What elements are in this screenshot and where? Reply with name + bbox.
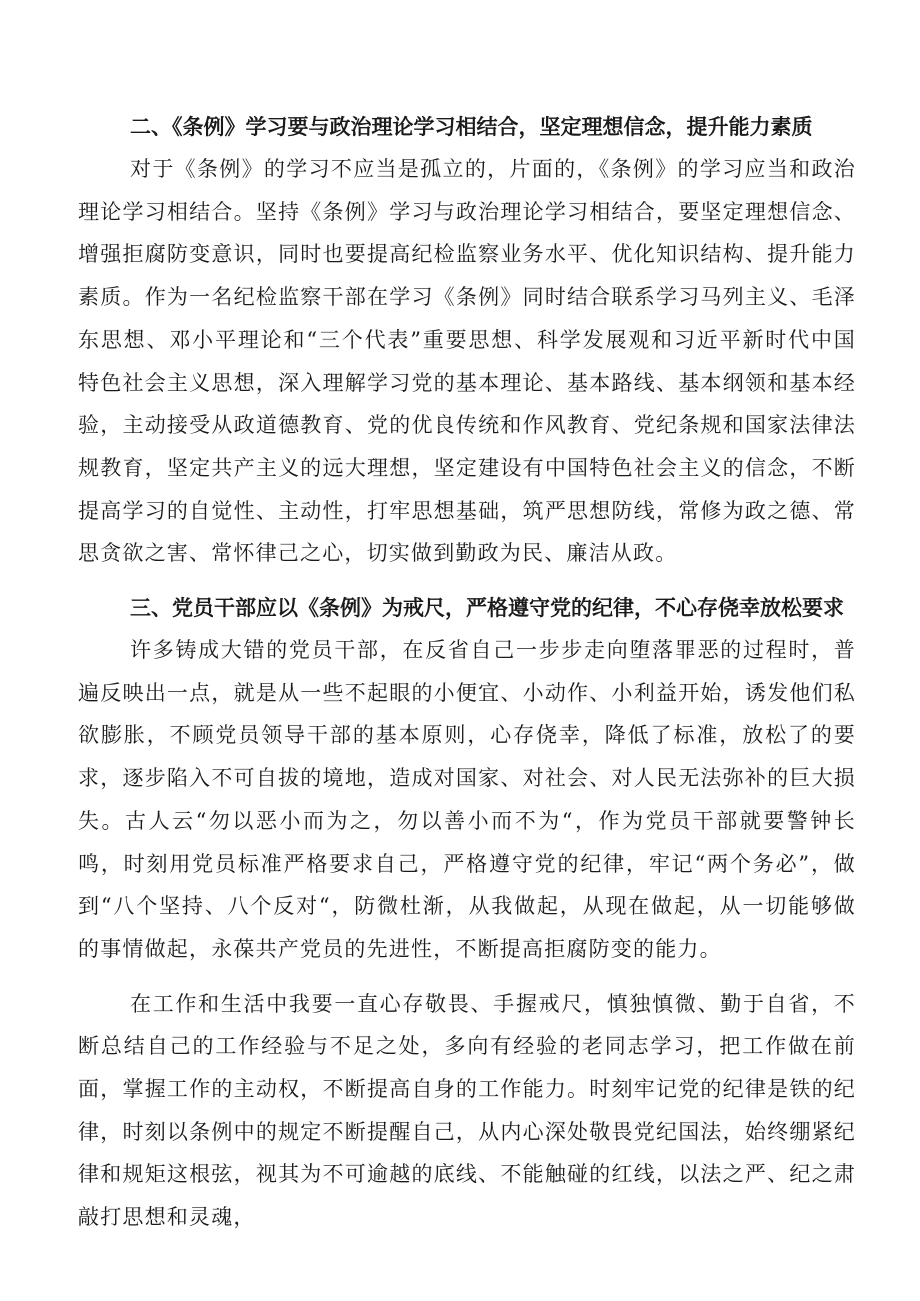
paragraph-gap [78,971,856,983]
section-3-paragraph-2: 在工作和生活中我要一直心存敬畏、手握戒尺，慎独慎微、勤于自省，不断总结自己的工作经验与不足之处，多向有经验的老同志学习，把工作做在前面，掌握工作的主动权，不断提高自身的工作能力。时刻牢记党的纪律是铁的纪律，时刻以条例中的规定不断提醒自己，从内心深处敬畏党纪国法，始终绷紧纪律和规矩这根弦，视其为不可逾越的底线、不能触碰的红线，以法之严、纪之肃敲打思想和灵魂， [78,991,856,1230]
section-2-heading: 二、《条例》学习要与政治理论学习相结合，坚定理想信念，提升能力素质 [130,115,813,139]
section-3-heading: 三、党员干部应以《条例》为戒尺，严格遵守党的纪律，不心存侥幸放松要求 [130,596,844,621]
document-page [78,106,856,1239]
section-3-paragraph-1: 许多铸成大错的党员干部，在反省自己一步步走向堕落罪恶的过程时，普遍反映出一点，就是从一些不起眼的小便宜、小动作、小利益开始，诱发他们私欲膨胀，不顾党员领导干部的基本原则，心存侥幸，降低了标准，放松了的要求，逐步陷入不可自拔的境地，造成对国家、对社会、对人民无法弥补的巨大损失。古人云“勿以恶小而为之，勿以善小而不为“，作为党员干部就要警钟长鸣，时刻用党员标准严格要求自己，严格遵守党的纪律，牢记“两个务必”，做到“八个坚持、八个反对“，防微杜渐，从我做起，从现在做起，从一切能够做的事情做起，永葆共产党员的先进性，不断提高拒腐防变的能力。 [78,638,856,961]
section-gap [78,575,856,587]
section-2-paragraph: 对于《条例》的学习不应当是孤立的，片面的，《条例》的学习应当和政治理论学习相结合。坚持《条例》学习与政治理论学习相结合，要坚定理想信念、增强拒腐防变意识，同时也要提高纪检监察业务水平、优化知识结构、提升能力素质。作为一名纪检监察干部在学习《条例》同时结合联系学习马列主义、毛泽东思想、邓小平理论和“三个代表”重要思想、科学发展观和习近平新时代中国特色社会主义思想，深入理解学习党的基本理论、基本路线、基本纲领和基本经验，主动接受从政道德教育、党的优良传统和作风教育、党纪条规和国家法律法规教育，坚定共产主义的远大理想，坚定建设有中国特色社会主义的信念，不断提高学习的自觉性、主动性，打牢思想基础，筑严思想防线，常修为政之德、常思贪欲之害、常怀律己之心，切实做到勤政为民、廉洁从政。 [78,157,856,566]
